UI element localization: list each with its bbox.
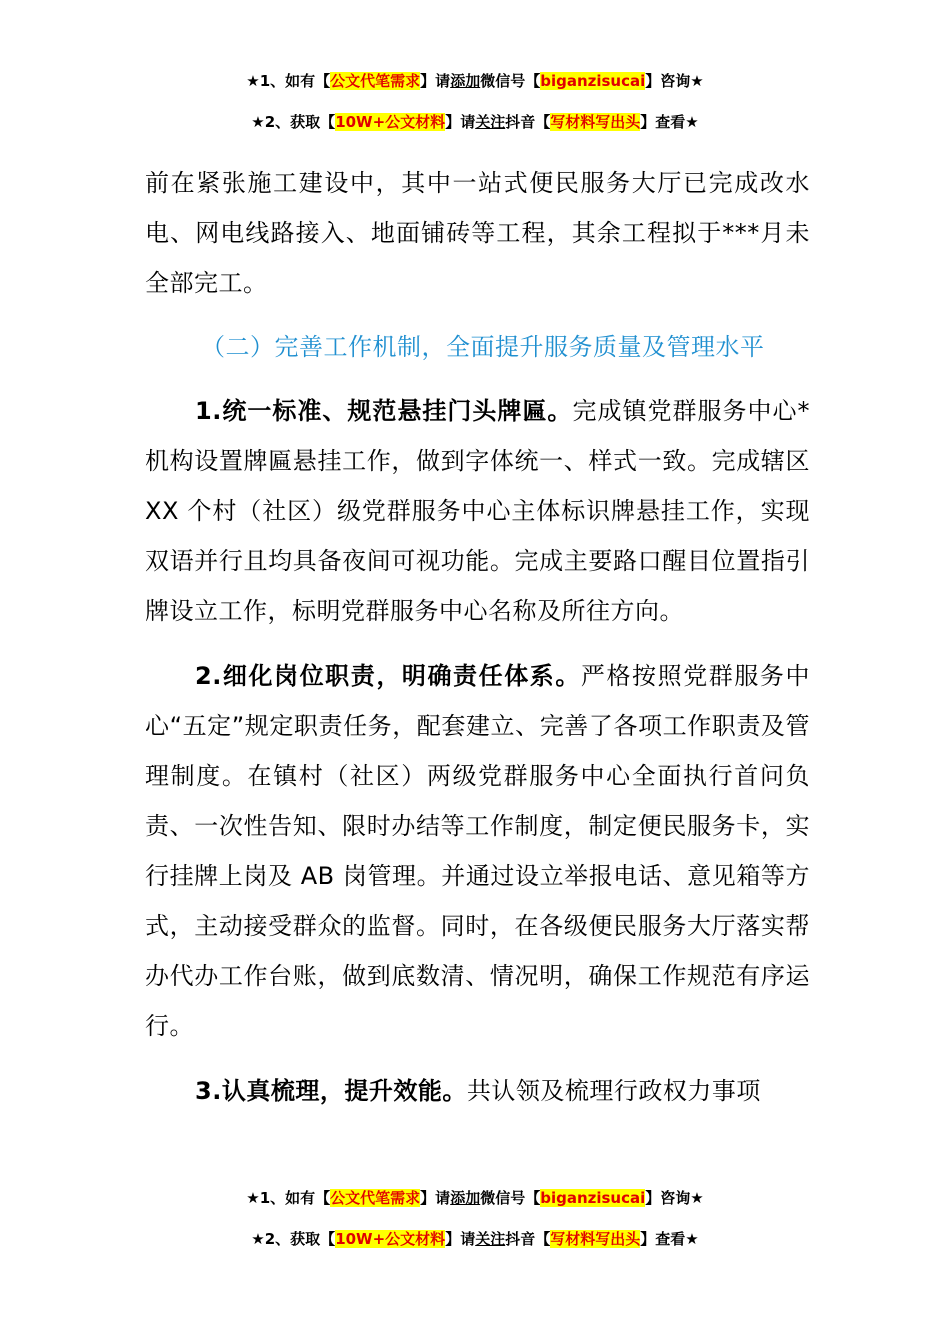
banner-suffix: 】查看★ — [640, 113, 699, 131]
banner-highlight: 公文代笔需求 — [330, 72, 421, 90]
item-1-paragraph — [145, 386, 810, 636]
item-2-paragraph — [145, 651, 810, 1051]
banner-wechat-id: biganzisucai — [540, 1189, 646, 1207]
banner-prefix: ★1、如有【 — [246, 72, 331, 90]
item-1-body: 完成镇党群服务中心*机构设置牌匾悬挂工作，做到字体统一、样式一致。完成辖区 XX 个村（社区）级党群服务中心主体标识牌悬挂工作，实现双语并行且均具备夜间可视功能。完成主要路口醒目位置指引牌设立工作，标明党群服务中心名称及所往方向。 — [145, 397, 811, 625]
banner-text: 微信号【 — [480, 72, 541, 90]
bottom-banner-line-2 — [0, 1229, 950, 1249]
intro-paragraph: 前在紧张施工建设中，其中一站式便民服务大厅已完成改水电、网电线路接入、地面铺砖等工程，其余工程拟于***月未全部完工。 — [145, 169, 810, 297]
item-3-paragraph — [145, 1066, 810, 1116]
banner-highlight: 公文代笔需求 — [330, 1189, 421, 1207]
banner-suffix: 】咨询★ — [645, 72, 704, 90]
banner-highlight: 10W+公文材料 — [335, 113, 446, 131]
banner-prefix: ★1、如有【 — [246, 1189, 331, 1207]
banner-underline-text: 添加 — [450, 1189, 481, 1207]
document-body — [145, 158, 810, 1116]
banner-text: 】请 — [420, 72, 451, 90]
banner-prefix: ★2、获取【 — [251, 113, 336, 131]
banner-text: 微信号【 — [480, 1189, 541, 1207]
banner-underline-text: 添加 — [450, 72, 481, 90]
banner-text: 抖音【 — [505, 1230, 551, 1248]
banner-text: 抖音【 — [505, 113, 551, 131]
top-banner-line-1 — [0, 71, 950, 91]
item-1-title: 1.统一标准、规范悬挂门头牌匾。 — [195, 397, 573, 425]
banner-text: 】请 — [420, 1189, 451, 1207]
bottom-banner-line-1 — [0, 1188, 950, 1208]
top-banner-line-2 — [0, 112, 950, 132]
banner-highlight: 10W+公文材料 — [335, 1230, 446, 1248]
item-3-body: 共认领及梳理行政权力事项 — [466, 1077, 761, 1105]
banner-suffix: 】查看★ — [640, 1230, 699, 1248]
banner-prefix: ★2、获取【 — [251, 1230, 336, 1248]
banner-suffix: 】咨询★ — [645, 1189, 704, 1207]
banner-douyin-id: 写材料写出头 — [550, 113, 641, 131]
section-heading: （二）完善工作机制，全面提升服务质量及管理水平 — [201, 333, 765, 361]
banner-text: 】请 — [445, 113, 476, 131]
item-2-body: 严格按照党群服务中心“五定”规定职责任务，配套建立、完善了各项工作职责及管理制度。在镇村（社区）两级党群服务中心全面执行首问负责、一次性告知、限时办结等工作制度，制定便民服务卡，实行挂牌上岗及 AB 岗管理。并通过设立举报电话、意见箱等方式，主动接受群众的监督。同时，在各级便民服务大厅落实帮办代办工作台账，做到底数清、情况明，确保工作规范有序运行。 — [145, 662, 810, 1040]
item-3-title: 3.认真梳理，提升效能。 — [195, 1077, 467, 1105]
banner-underline-text: 关注 — [475, 1230, 506, 1248]
item-2-title: 2.细化岗位职责，明确责任体系。 — [195, 662, 581, 690]
banner-text: 】请 — [445, 1230, 476, 1248]
banner-underline-text: 关注 — [475, 113, 506, 131]
banner-wechat-id: biganzisucai — [540, 72, 646, 90]
banner-douyin-id: 写材料写出头 — [550, 1230, 641, 1248]
